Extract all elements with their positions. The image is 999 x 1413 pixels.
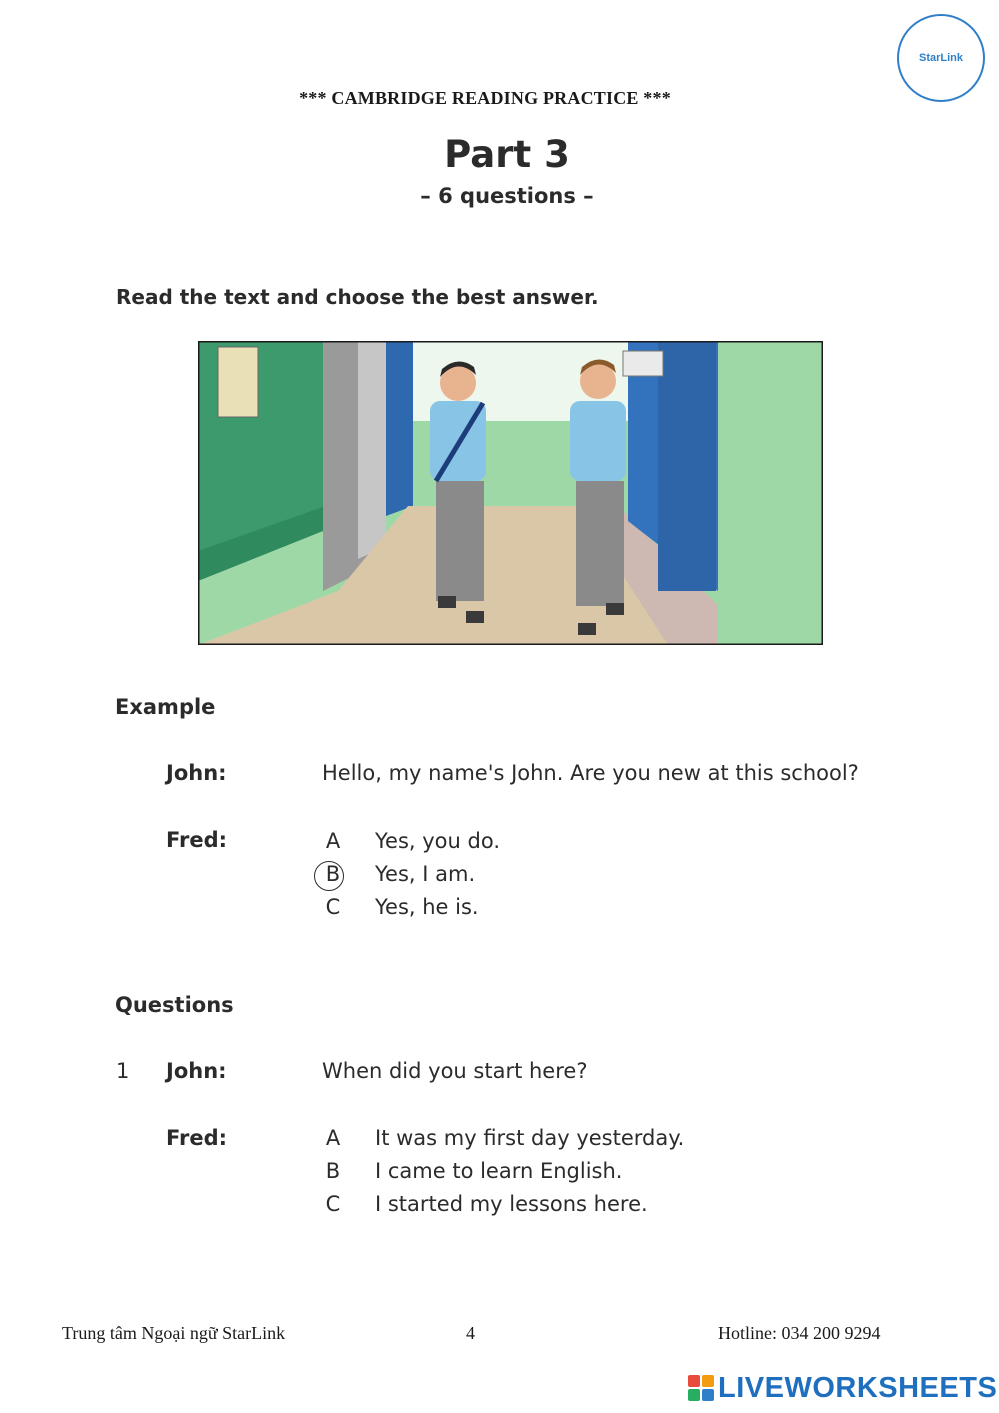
question-1-option-a-text[interactable]: It was my first day yesterday. xyxy=(375,1126,685,1150)
corridor-illustration xyxy=(198,341,823,645)
question-1-option-b-letter[interactable]: B xyxy=(325,1159,341,1183)
brand-square-blue xyxy=(702,1389,714,1401)
brand-squares-icon xyxy=(688,1375,714,1401)
example-option-c-text: Yes, he is. xyxy=(375,895,479,919)
logo-text: StarLink xyxy=(918,52,963,64)
example-heading: Example xyxy=(115,695,216,719)
brand-square-red xyxy=(688,1375,700,1387)
brand-square-green xyxy=(688,1389,700,1401)
example-option-a-text: Yes, you do. xyxy=(375,829,500,853)
part-subtitle: – 6 questions – xyxy=(420,184,594,208)
questions-heading: Questions xyxy=(115,993,234,1017)
question-1-speaker-fred: Fred: xyxy=(166,1126,228,1150)
question-1-option-a-letter[interactable]: A xyxy=(325,1126,341,1150)
question-1-option-c-letter[interactable]: C xyxy=(325,1192,341,1216)
liveworksheets-logo[interactable] xyxy=(688,1371,997,1405)
example-speaker-john: John: xyxy=(166,761,227,785)
starlink-logo xyxy=(897,14,985,102)
footer-hotline: Hotline: 034 200 9294 xyxy=(718,1323,881,1343)
question-1-john-line: When did you start here? xyxy=(322,1059,588,1083)
brand-square-orange xyxy=(702,1375,714,1387)
footer-center-name: Trung tâm Ngoại ngữ StarLink xyxy=(62,1323,286,1343)
brand-text: LIVEWORKSHEETS xyxy=(718,1371,998,1404)
question-1-option-b-text[interactable]: I came to learn English. xyxy=(375,1159,623,1183)
instruction-text: Read the text and choose the best answer. xyxy=(116,285,599,309)
question-1-option-c-text[interactable]: I started my lessons here. xyxy=(375,1192,648,1216)
example-speaker-fred: Fred: xyxy=(166,828,228,852)
footer-page-number: 4 xyxy=(466,1323,475,1343)
example-option-b-letter: B xyxy=(325,862,341,886)
example-option-b-text: Yes, I am. xyxy=(375,862,476,886)
example-option-a-letter: A xyxy=(325,829,341,853)
question-1-number: 1 xyxy=(116,1059,130,1083)
part-title: Part 3 xyxy=(444,133,570,176)
example-john-line: Hello, my name's John. Are you new at this school? xyxy=(322,761,859,785)
question-1-speaker-john: John: xyxy=(166,1059,227,1083)
header-title: *** CAMBRIDGE READING PRACTICE *** xyxy=(299,88,671,108)
example-option-c-letter: C xyxy=(325,895,341,919)
